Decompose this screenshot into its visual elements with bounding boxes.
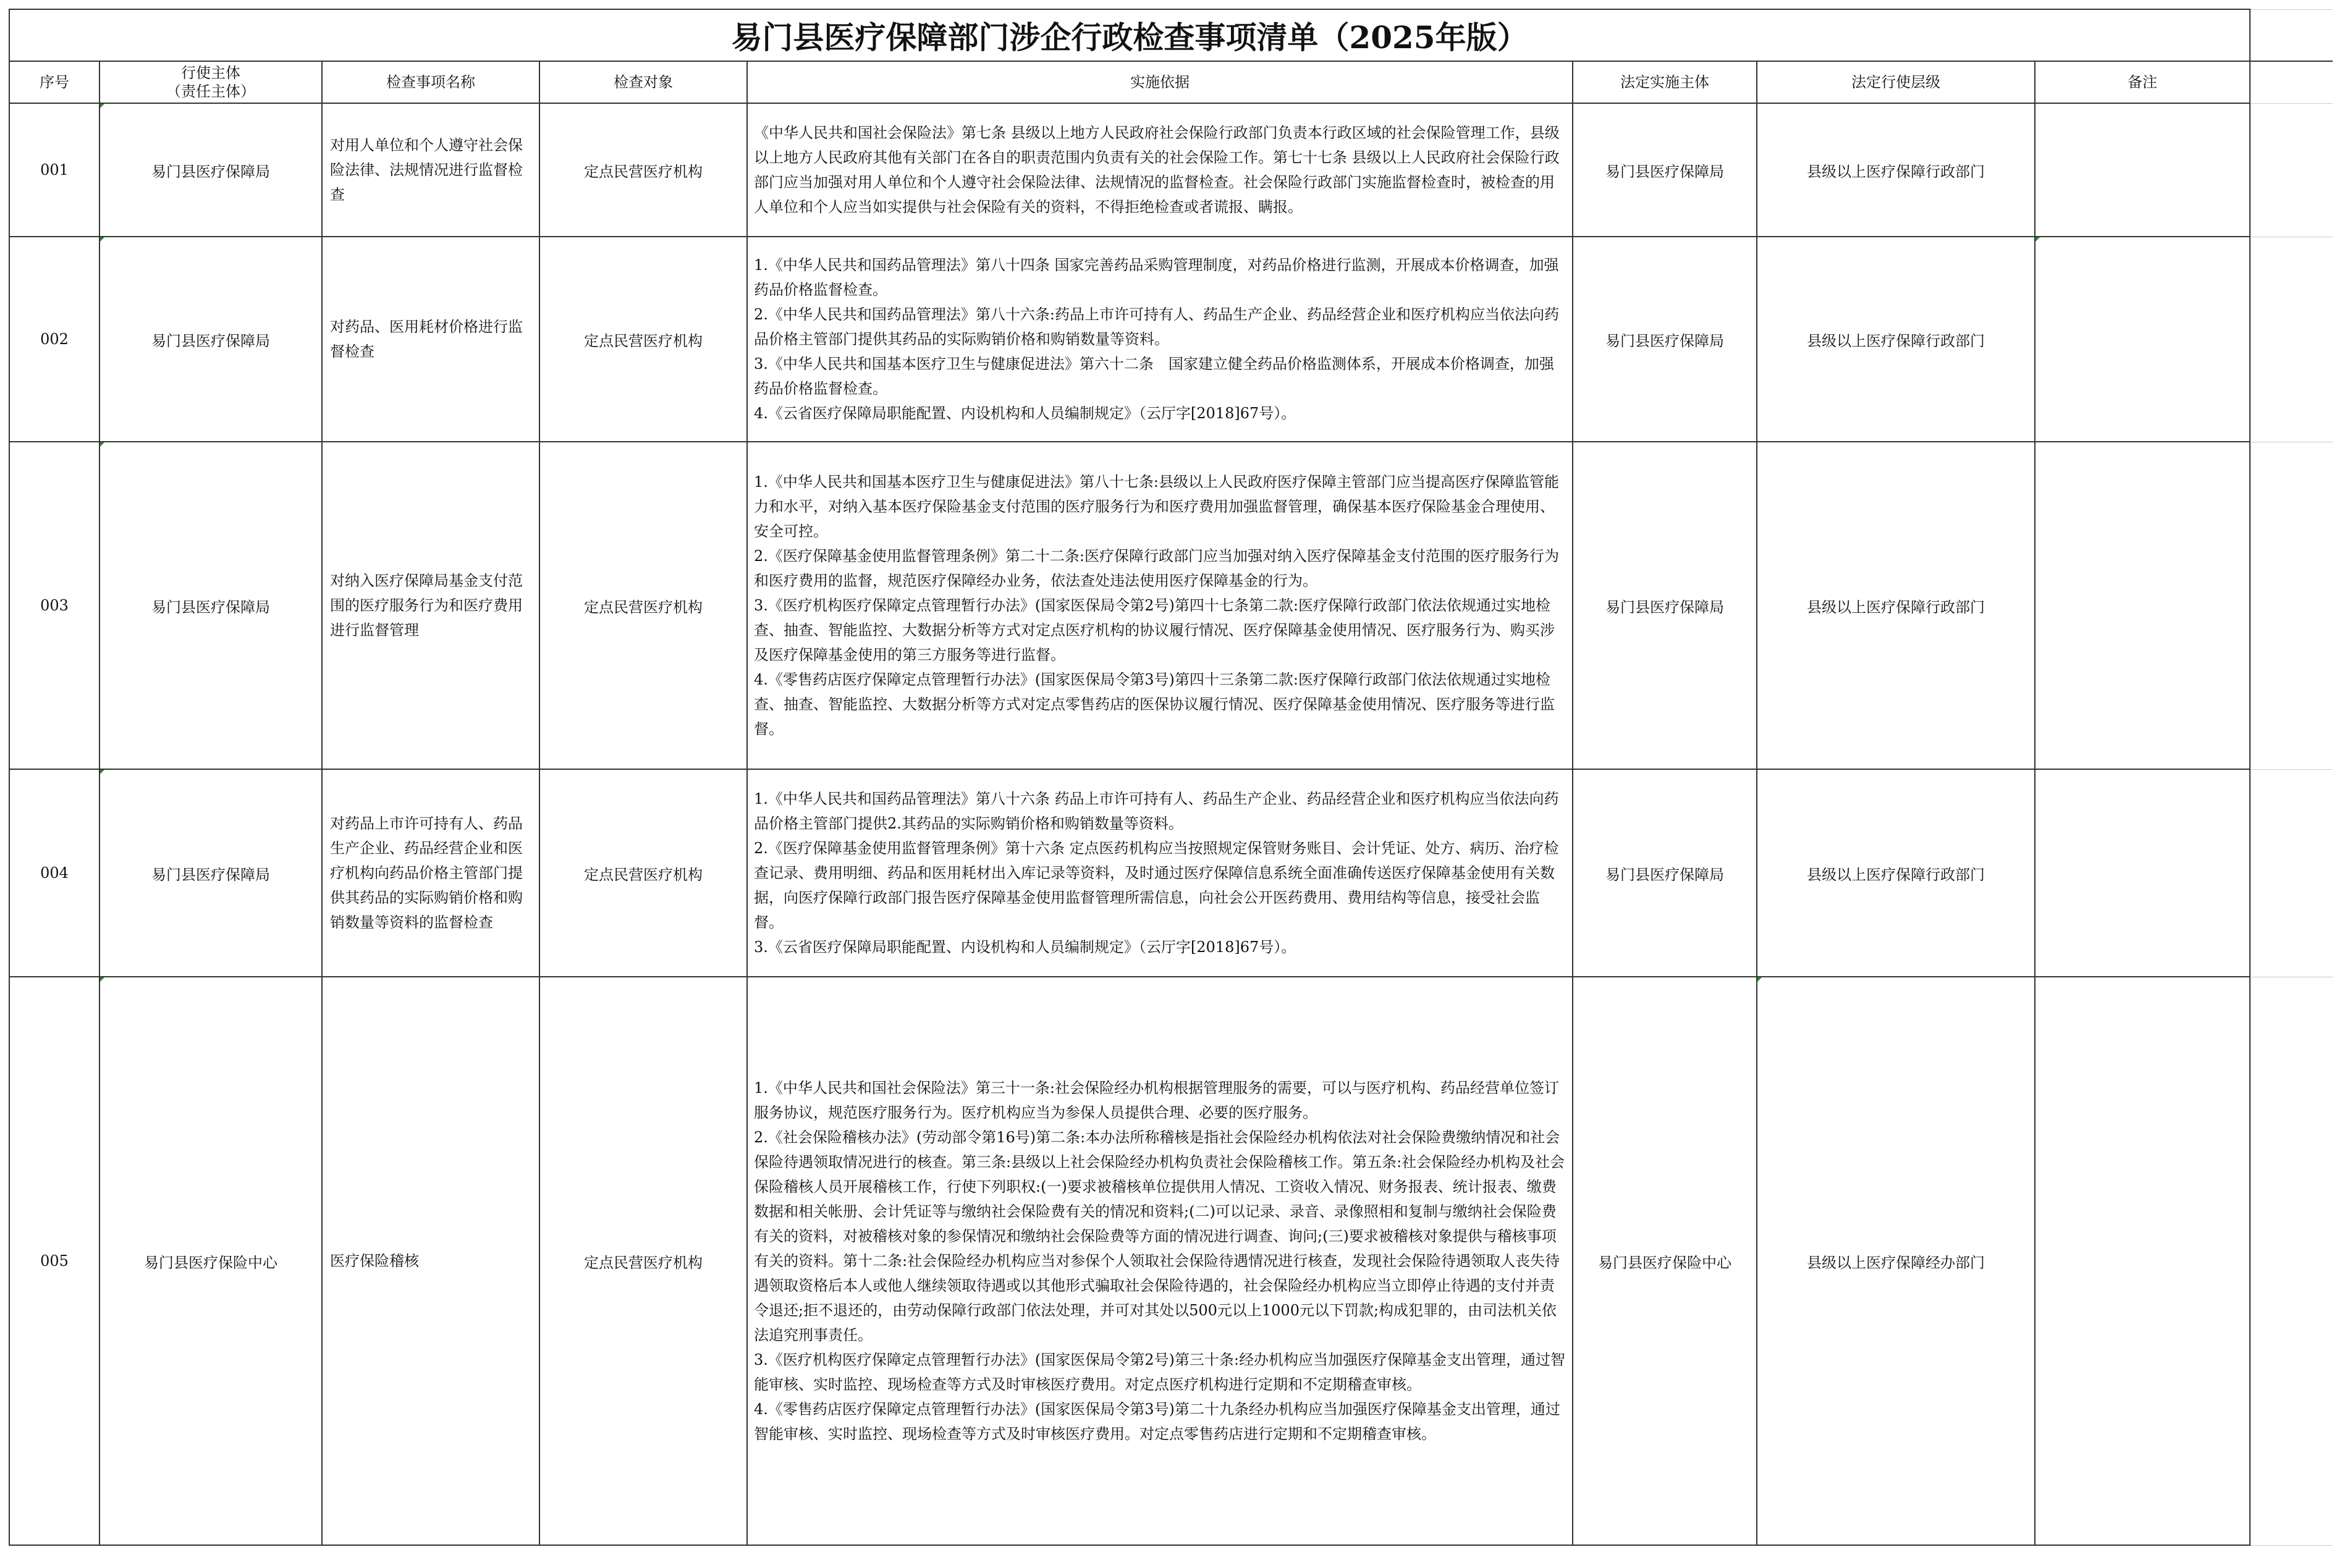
cell-item-name: 对纳入医疗保障局基金支付范围的医疗服务行为和医疗费用进行监督管理: [322, 442, 539, 769]
cell-basis: [747, 977, 1573, 1545]
sheet: [9, 9, 2332, 1546]
cell-legal-subject: 易门县医疗保障局: [1573, 442, 1757, 769]
blank-cell: [2250, 769, 2333, 977]
blank-cell: [2250, 9, 2333, 61]
basis-paragraph: 1.《中华人民共和国社会保险法》第三十一条:社会保险经办机构根据管理服务的需要，可以与医疗机构、药品经营单位签订服务协议，规范医疗服务行为。医疗机构应当为参保人员提供合理、必要的医疗服务。: [754, 1079, 1559, 1121]
cell-target: 定点民营医疗机构: [539, 977, 747, 1545]
basis-paragraph: 2.《中华人民共和国药品管理法》第八十六条:药品上市许可持有人、药品生产企业、药品经营企业和医疗机构应当依法向药品价格主管部门提供其药品的实际购销价格和购销数量等资料。: [754, 306, 1559, 348]
cell-basis: [747, 237, 1573, 442]
cell-subject: 易门县医疗保障局: [99, 769, 322, 977]
basis-paragraph: 3.《医疗机构医疗保障定点管理暂行办法》(国家医保局令第2号)第四十七条第二款:医疗保障行政部门依法依规通过实地检查、抽查、智能监控、大数据分析等方式对定点医疗机构的协议履行情况、医疗保障基金使用情况、医疗服务行为、购买涉及医疗保障基金使用的第三方服务等进行监督。: [754, 597, 1555, 664]
header-subject: [99, 61, 322, 103]
cell-item-name: 对药品、医用耗材价格进行监督检查: [322, 237, 539, 442]
cell-remark: [2035, 237, 2250, 442]
basis-paragraph: 3.《云省医疗保障局职能配置、内设机构和人员编制规定》（云厅字[2018]67号）。: [754, 938, 1296, 956]
table-row: [9, 103, 2333, 237]
cell-legal-subject: 易门县医疗保险中心: [1573, 977, 1757, 1545]
cell-legal-level: 县级以上医疗保障行政部门: [1757, 442, 2035, 769]
header-remark: 备注: [2035, 61, 2250, 103]
cell-seq: 005: [9, 977, 99, 1545]
cell-subject: 易门县医疗保障局: [99, 103, 322, 237]
table-row: [9, 977, 2333, 1545]
cell-basis: [747, 769, 1573, 977]
header-legal-level: 法定行使层级: [1757, 61, 2035, 103]
basis-paragraph: 3.《中华人民共和国基本医疗卫生与健康促进法》第六十二条 国家建立健全药品价格监测体系，开展成本价格调查，加强药品价格监督检查。: [754, 355, 1554, 397]
cell-seq: 001: [9, 103, 99, 237]
inspection-table: [9, 9, 2333, 1546]
page-title: 易门县医疗保障部门涉企行政检查事项清单（2025年版）: [9, 9, 2250, 61]
basis-paragraph: 2.《社会保险稽核办法》(劳动部令第16号)第二条:本办法所称稽核是指社会保险经办机构依法对社会保险费缴纳情况和社会保险待遇领取情况进行的核查。第三条:县级以上社会保险经办机构负责社会保险稽核工作。第五条:社会保险经办机构及社会保险稽核人员开展稽核工作，行使下列职权:(一)要求被稽核单位提供用人情况、工资收入情况、财务报表、统计报表、缴费数据和相关帐册、会计凭证等与缴纳社会保险费有关的情况和资料;(二)可以记录、录音、录像照相和复制与缴纳社会保险费有关的资料，对被稽核对象的参保情况和缴纳社会保险费等方面的情况进行调查、询问;(三)要求被稽核对象提供与稽核事项有关的资料。第十二条:社会保险经办机构应当对参保个人领取社会保险待遇情况进行核查，发现社会保险待遇领取人丧失待遇领取资格后本人或他人继续领取待遇或以其他形式骗取社会保险待遇的，社会保险经办机构应当立即停止待遇的支付并责令退还;拒不退还的，由劳动保障行政部门依法处理，并可对其处以500元以上1000元以下罚款;构成犯罪的，由司法机关依法追究刑事责任。: [754, 1129, 1565, 1344]
cell-seq: 002: [9, 237, 99, 442]
cell-legal-level: 县级以上医疗保障经办部门: [1757, 977, 2035, 1545]
table-row: [9, 769, 2333, 977]
cell-remark: [2035, 769, 2250, 977]
header-subject-line1: 行使主体: [181, 64, 240, 82]
blank-cell: [2250, 237, 2333, 442]
header-subject-line2: （责任主体）: [166, 83, 255, 100]
cell-target: 定点民营医疗机构: [539, 769, 747, 977]
cell-legal-level: 县级以上医疗保障行政部门: [1757, 237, 2035, 442]
cell-legal-level: 县级以上医疗保障行政部门: [1757, 769, 2035, 977]
table-row: [9, 442, 2333, 769]
cell-basis: [747, 442, 1573, 769]
header-row: [9, 61, 2333, 103]
header-target: 检查对象: [539, 61, 747, 103]
basis-paragraph: 4.《零售药店医疗保障定点管理暂行办法》(国家医保局令第3号)第二十九条经办机构应当加强医疗保障基金支出管理，通过智能审核、实时监控、现场检查等方式及时审核医疗费用。对定点零售药店进行定期和不定期稽查审核。: [754, 1401, 1560, 1443]
header-basis: 实施依据: [747, 61, 1573, 103]
cell-subject: 易门县医疗保障局: [99, 442, 322, 769]
cell-target: 定点民营医疗机构: [539, 442, 747, 769]
blank-cell: [2250, 442, 2333, 769]
basis-paragraph: 《中华人民共和国社会保险法》第七条 县级以上地方人民政府社会保险行政部门负责本行政区域的社会保险管理工作，县级以上地方人民政府其他有关部门在各自的职责范围内负责有关的社会保险工作。第七十七条 县级以上人民政府社会保险行政部门应当加强对用人单位和个人遵守社会保险法律、法规情况的监督检查。社会保险行政部门实施监督检查时，被检查的用人单位和个人应当如实提供与社会保险有关的资料，不得拒绝检查或者谎报、瞒报。: [754, 124, 1560, 216]
header-seq: 序号: [9, 61, 99, 103]
basis-paragraph: 1.《中华人民共和国药品管理法》第八十六条 药品上市许可持有人、药品生产企业、药品经营企业和医疗机构应当依法向药品价格主管部门提供2.其药品的实际购销价格和购销数量等资料。: [754, 790, 1559, 832]
cell-item-name: 对药品上市许可持有人、药品生产企业、药品经营企业和医疗机构向药品价格主管部门提供其药品的实际购销价格和购销数量等资料的监督检查: [322, 769, 539, 977]
blank-cell: [2250, 61, 2333, 103]
cell-seq: 004: [9, 769, 99, 977]
cell-remark: [2035, 977, 2250, 1545]
cell-item-name: 对用人单位和个人遵守社会保险法律、法规情况进行监督检查: [322, 103, 539, 237]
cell-legal-subject: 易门县医疗保障局: [1573, 237, 1757, 442]
cell-legal-subject: 易门县医疗保障局: [1573, 103, 1757, 237]
basis-paragraph: 1.《中华人民共和国基本医疗卫生与健康促进法》第八十七条:县级以上人民政府医疗保障主管部门应当提高医疗保障监管能力和水平，对纳入基本医疗保险基金支付范围的医疗服务行为和医疗费用加强监督管理，确保基本医疗保险基金合理使用、安全可控。: [754, 473, 1559, 540]
cell-remark: [2035, 103, 2250, 237]
header-legal-subject: 法定实施主体: [1573, 61, 1757, 103]
cell-subject: 易门县医疗保障局: [99, 237, 322, 442]
header-item-name: 检查事项名称: [322, 61, 539, 103]
basis-paragraph: 1.《中华人民共和国药品管理法》第八十四条 国家完善药品采购管理制度，对药品价格进行监测，开展成本价格调查，加强药品价格监督检查。: [754, 256, 1559, 298]
basis-paragraph: 3.《医疗机构医疗保障定点管理暂行办法》(国家医保局令第2号)第三十条:经办机构应当加强医疗保障基金支出管理，通过智能审核、实时监控、现场检查等方式及时审核医疗费用。对定点医疗机构进行定期和不定期稽查审核。: [754, 1351, 1565, 1393]
cell-target: 定点民营医疗机构: [539, 103, 747, 237]
cell-target: 定点民营医疗机构: [539, 237, 747, 442]
cell-legal-level: 县级以上医疗保障行政部门: [1757, 103, 2035, 237]
basis-paragraph: 2.《医疗保障基金使用监督管理条例》第十六条 定点医药机构应当按照规定保管财务账目、会计凭证、处方、病历、治疗检查记录、费用明细、药品和医用耗材出入库记录等资料，及时通过医疗保障信息系统全面准确传送医疗保障基金使用有关数据，向医疗保障行政部门报告医疗保障基金使用监督管理所需信息，向社会公开医药费用、费用结构等信息，接受社会监督。: [754, 840, 1559, 931]
basis-paragraph: 2.《医疗保障基金使用监督管理条例》第二十二条:医疗保障行政部门应当加强对纳入医疗保障基金支付范围的医疗服务行为和医疗费用的监督，规范医疗保障经办业务，依法查处违法使用医疗保障基金的行为。: [754, 547, 1559, 589]
cell-subject: 易门县医疗保险中心: [99, 977, 322, 1545]
cell-item-name: 医疗保险稽核: [322, 977, 539, 1545]
blank-cell: [2250, 103, 2333, 237]
basis-paragraph: 4.《零售药店医疗保障定点管理暂行办法》(国家医保局令第3号)第四十三条第二款:医疗保障行政部门依法依规通过实地检查、抽查、智能监控、大数据分析等方式对定点零售药店的医保协议履行情况、医疗保障基金使用情况、医疗服务等进行监督。: [754, 671, 1555, 738]
cell-basis: [747, 103, 1573, 237]
cell-remark: [2035, 442, 2250, 769]
cell-legal-subject: 易门县医疗保障局: [1573, 769, 1757, 977]
cell-seq: 003: [9, 442, 99, 769]
blank-cell: [2250, 977, 2333, 1545]
basis-paragraph: 4.《云省医疗保障局职能配置、内设机构和人员编制规定》（云厅字[2018]67号）。: [754, 405, 1296, 422]
table-row: [9, 237, 2333, 442]
